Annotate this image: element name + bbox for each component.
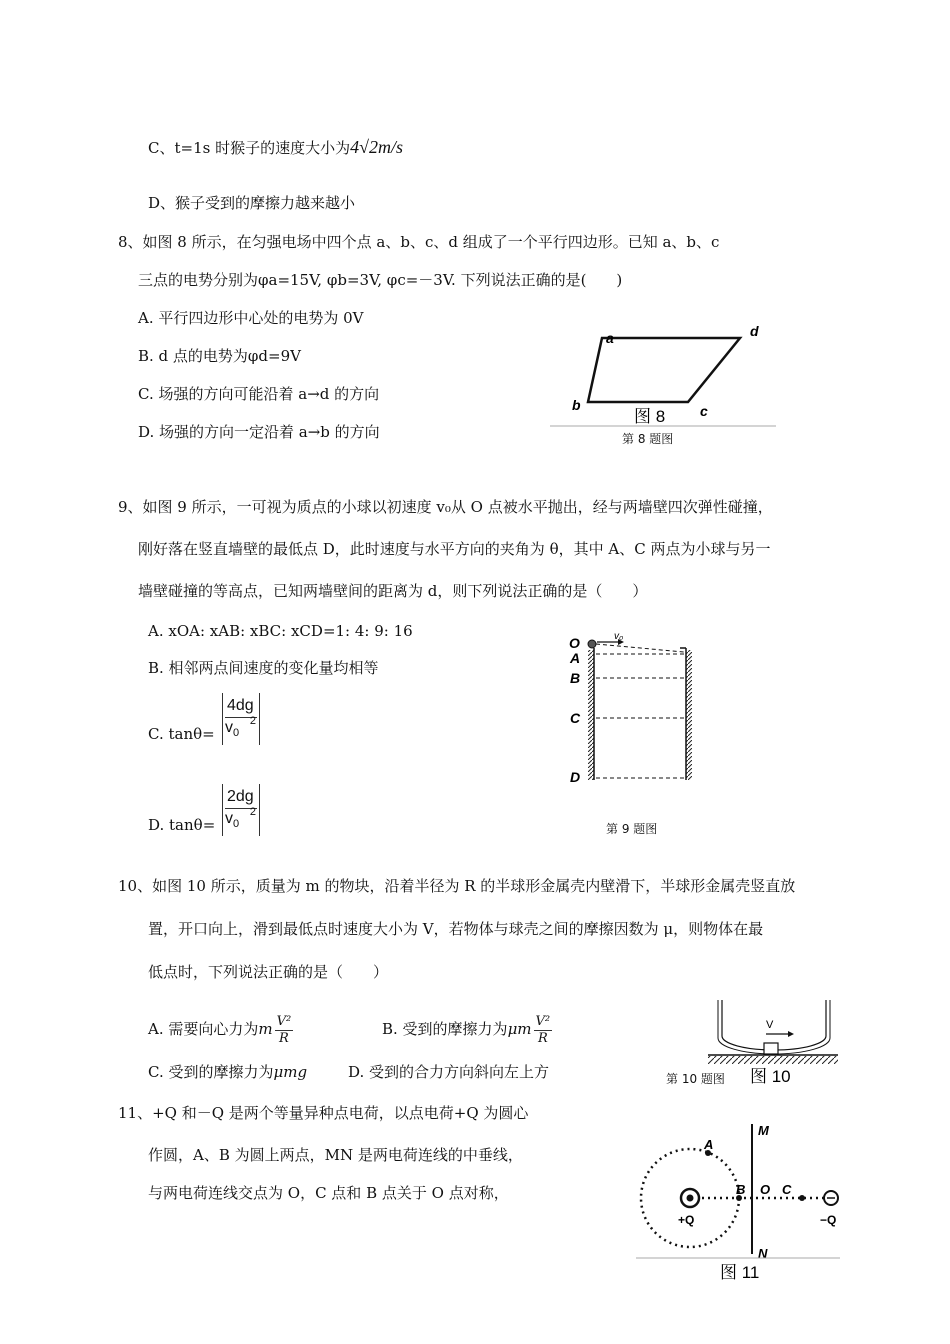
q9-stem-line3: 墙壁碰撞的等高点，已知两墙壁间的距离为 d，则下列说法正确的是（ ） bbox=[138, 582, 648, 600]
q7-option-c: C、t=1s 时猴子的速度大小为4√2m/s bbox=[148, 137, 403, 157]
q9-option-c-prefix: C. tanθ= bbox=[148, 725, 215, 743]
q8-stem-line1: 8、如图 8 所示，在匀强电场中四个点 a、b、c、d 组成了一个平行四边形。已知 a、b、c bbox=[118, 233, 720, 251]
q10-stem-line1: 10、如图 10 所示，质量为 m 的物块，沿着半径为 R 的半球形金属壳内壁滑下，半球形金属壳竖直放 bbox=[118, 877, 796, 895]
label-minus-q: −Q bbox=[820, 1213, 837, 1227]
q9-option-b: B. 相邻两点间速度的变化量均相等 bbox=[148, 659, 379, 677]
label-B: B bbox=[570, 670, 581, 686]
q9-option-a: A. xOA: xAB: xBC: xCD=1: 4: 9: 16 bbox=[148, 622, 413, 640]
figure-11-label: 图 11 bbox=[720, 1263, 760, 1282]
left-wall bbox=[588, 650, 594, 780]
q8-stem-line2: 三点的电势分别为φa=15V, φb=3V, φc=－3V. 下列说法正确的是( ) bbox=[138, 271, 623, 289]
q10-stem-line2: 置，开口向上，滑到最低点时速度大小为 V，若物体与球壳之间的摩擦因数为 μ，则物体在最 bbox=[148, 920, 764, 938]
ground bbox=[708, 1056, 838, 1064]
q10-option-c: C. 受到的摩擦力为μmg bbox=[148, 1063, 308, 1081]
figure-8-parallelogram bbox=[550, 318, 780, 430]
label-M: M bbox=[758, 1123, 769, 1138]
q10-option-b: B. 受到的摩擦力为μm $\frac{\text{V²}}{R}$ bbox=[382, 1013, 551, 1046]
ball bbox=[588, 640, 596, 648]
q11-stem-line2: 作圆，A、B 为圆上两点，MN 是两电荷连线的中垂线， bbox=[148, 1146, 523, 1164]
label-O: O bbox=[569, 635, 580, 651]
label-plus-q: +Q bbox=[678, 1213, 695, 1227]
q8-option-c: C. 场强的方向可能沿着 a→d 的方向 bbox=[138, 385, 380, 403]
q9-option-d-prefix: D. tanθ= bbox=[148, 816, 216, 834]
q9-stem-line1: 9、如图 9 所示，一可视为质点的小球以初速度 v₀从 O 点被水平抛出，经与两墙壁四次弹性碰撞， bbox=[118, 498, 773, 516]
q11-stem-line1: 11、+Q 和－Q 是两个等量异种点电荷，以点电荷+Q 为圆心 bbox=[118, 1104, 529, 1122]
label-O: O bbox=[760, 1182, 771, 1197]
point-d-label: d bbox=[750, 323, 759, 339]
q10-stem-line3: 低点时，下列说法正确的是（ ） bbox=[148, 963, 389, 981]
q9-option-c-fraction: 4dg $v_0$ 2 bbox=[222, 693, 260, 745]
v0-label: v₀ bbox=[614, 631, 624, 642]
q10-option-d: D. 受到的合力方向斜向左上方 bbox=[348, 1063, 550, 1081]
q8-option-d: D. 场强的方向一定沿着 a→b 的方向 bbox=[138, 423, 380, 441]
right-wall bbox=[686, 650, 692, 780]
figure-9-caption: 第 9 题图 bbox=[606, 822, 658, 836]
q8-option-a: A. 平行四边形中心处的电势为 0V bbox=[138, 309, 364, 327]
figure-10-hemisphere bbox=[708, 998, 840, 1088]
q9-option-d-fraction: 2dg $v_0$ 2 bbox=[222, 784, 260, 836]
q10-option-a: A. 需要向心力为m $\frac{\text{V²}}{R}$ bbox=[148, 1013, 292, 1046]
figure-10-label: 图 10 bbox=[750, 1067, 791, 1086]
label-A: A bbox=[704, 1137, 714, 1152]
label-A: A bbox=[570, 650, 581, 666]
q7-option-d: D、猴子受到的摩擦力越来越小 bbox=[148, 194, 356, 212]
figure-10-caption: 第 10 题图 bbox=[666, 1072, 725, 1086]
label-C: C bbox=[782, 1182, 792, 1197]
label-N: N bbox=[758, 1246, 768, 1261]
point-b-label: b bbox=[572, 397, 581, 413]
figure-11-charges bbox=[636, 1118, 842, 1284]
label-B: B bbox=[736, 1182, 746, 1197]
v-label: V bbox=[766, 1019, 774, 1031]
block bbox=[764, 1043, 778, 1054]
point-c-label: c bbox=[700, 403, 708, 419]
q8-option-b: B. d 点的电势为φd=9V bbox=[138, 347, 301, 365]
point-C bbox=[799, 1195, 805, 1201]
figure-8-label: 图 8 bbox=[634, 407, 666, 426]
figure-9-walls bbox=[560, 628, 700, 788]
q9-stem-line2: 刚好落在竖直墙壁的最低点 D，此时速度与水平方向的夹角为 θ，其中 A、C 两点为小球与另一 bbox=[138, 540, 771, 558]
q11-stem-line3: 与两电荷连线交点为 O，C 点和 B 点关于 O 点对称， bbox=[148, 1184, 509, 1202]
point-a-label: a bbox=[606, 330, 614, 346]
figure-8-caption: 第 8 题图 bbox=[622, 432, 674, 446]
parallelogram-shape bbox=[588, 338, 740, 402]
label-D: D bbox=[570, 769, 581, 785]
label-C: C bbox=[570, 710, 581, 726]
